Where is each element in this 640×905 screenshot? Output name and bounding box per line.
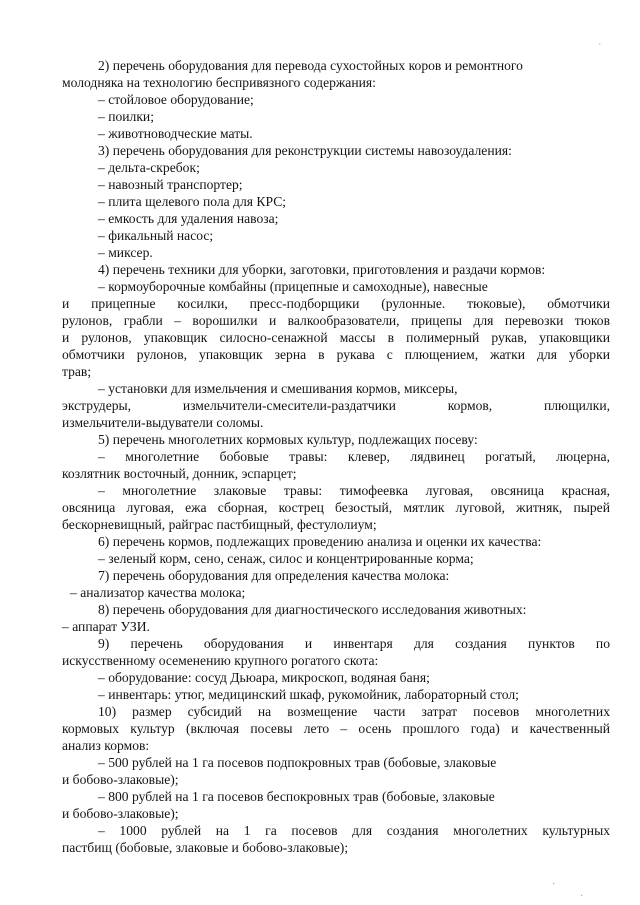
doc-line: кормовых культур (включая посевы лето – осень прошлого года) и качественный <box>62 721 610 736</box>
scan-speck: · <box>580 891 584 902</box>
doc-line: молодняка на технологию беспривязного содержания: <box>62 75 376 90</box>
doc-line: – установки для измельчения и смешивания кормов, миксеры, <box>98 381 458 396</box>
doc-line: измельчители-выдуватели соломы. <box>62 415 264 430</box>
doc-line: – емкость для удаления навоза; <box>98 211 279 226</box>
doc-line: 9) перечень оборудования и инвентаря для создания пунктов по <box>98 636 610 651</box>
doc-line: – анализатор качества молока; <box>70 585 246 600</box>
doc-line: анализ кормов: <box>62 738 150 753</box>
doc-line: – оборудование: сосуд Дьюара, микроскоп, водяная баня; <box>98 670 430 685</box>
doc-line: овсяница луговая, ежа сборная, кострец безостый, мятлик луговой, житняк, пырей <box>62 500 610 515</box>
doc-line: обмотчики рулонов, упаковщик зерна в рукава с плющением, жатки для уборки <box>62 347 610 362</box>
doc-line: – дельта-скребок; <box>98 160 200 175</box>
scan-speck: · <box>552 879 556 890</box>
doc-line: рулонов, грабли – ворошилки и валкообразователи, прицепы для перевозки тюков <box>62 313 610 328</box>
scan-speck: ´ <box>598 43 602 54</box>
doc-line: и бобово-злаковые); <box>62 772 179 787</box>
doc-line: трав; <box>62 364 92 379</box>
doc-line: – навозный транспортер; <box>98 177 243 192</box>
doc-line: козлятник восточный, донник, эспарцет; <box>62 466 297 481</box>
doc-line: – 500 рублей на 1 га посевов подпокровных трав (бобовые, злаковые <box>98 755 497 770</box>
doc-line: 10) размер субсидий на возмещение части затрат посевов многолетних <box>98 704 610 719</box>
doc-line: и прицепные косилки, пресс-подборщики (рулонные. тюковые), обмотчики <box>62 296 610 311</box>
doc-line: – многолетние бобовые травы: клевер, лядвинец рогатый, люцерна, <box>98 449 610 464</box>
doc-line: – инвентарь: утюг, медицинский шкаф, рукомойник, лабораторный стол; <box>98 687 519 702</box>
doc-line: пастбищ (бобовые, злаковые и бобово-злаковые); <box>62 840 349 855</box>
doc-line: – фикальный насос; <box>98 228 214 243</box>
doc-line: 8) перечень оборудования для диагностического исследования животных: <box>98 602 527 617</box>
doc-line: экструдеры, измельчители-смесители-раздатчики кормов, плющилки, <box>62 398 610 413</box>
doc-line: – 800 рублей на 1 га посевов беспокровных трав (бобовые, злаковые <box>98 789 495 804</box>
doc-line: 3) перечень оборудования для реконструкции системы навозоудаления: <box>98 143 512 158</box>
doc-line: 4) перечень техники для уборки, заготовки, приготовления и раздачи кормов: <box>98 262 546 277</box>
doc-line: – плита щелевого пола для КРС; <box>98 194 287 209</box>
doc-line: – стойловое оборудование; <box>98 92 254 107</box>
doc-line: – зеленый корм, сено, сенаж, силос и концентрированные корма; <box>98 551 474 566</box>
doc-line: и рулонов, упаковщик силосно-сенажной массы в полимерный рукав, упаковщики <box>62 330 610 345</box>
doc-line: – аппарат УЗИ. <box>62 619 150 634</box>
doc-line: 5) перечень многолетних кормовых культур, подлежащих посеву: <box>98 432 478 447</box>
doc-line: – животноводческие маты. <box>98 126 253 141</box>
doc-line: искусственному осеменению крупного рогатого скота: <box>62 653 379 668</box>
doc-line: бескорневищный, райграс пастбищный, фестулолиум; <box>62 517 377 532</box>
doc-line: – многолетние злаковые травы: тимофеевка луговая, овсяница красная, <box>98 483 610 498</box>
doc-line: – поилки; <box>98 109 154 124</box>
doc-line: – кормоуборочные комбайны (прицепные и самоходные), навесные <box>98 279 488 294</box>
doc-line: и бобово-злаковые); <box>62 806 179 821</box>
doc-line: 6) перечень кормов, подлежащих проведению анализа и оценки их качества: <box>98 534 542 549</box>
doc-line: 2) перечень оборудования для перевода сухостойных коров и ремонтного <box>98 58 523 73</box>
doc-line: 7) перечень оборудования для определения качества молока: <box>98 568 450 583</box>
doc-line: – 1000 рублей на 1 га посевов для создания многолетних культурных <box>98 823 610 838</box>
doc-line: – миксер. <box>98 245 153 260</box>
